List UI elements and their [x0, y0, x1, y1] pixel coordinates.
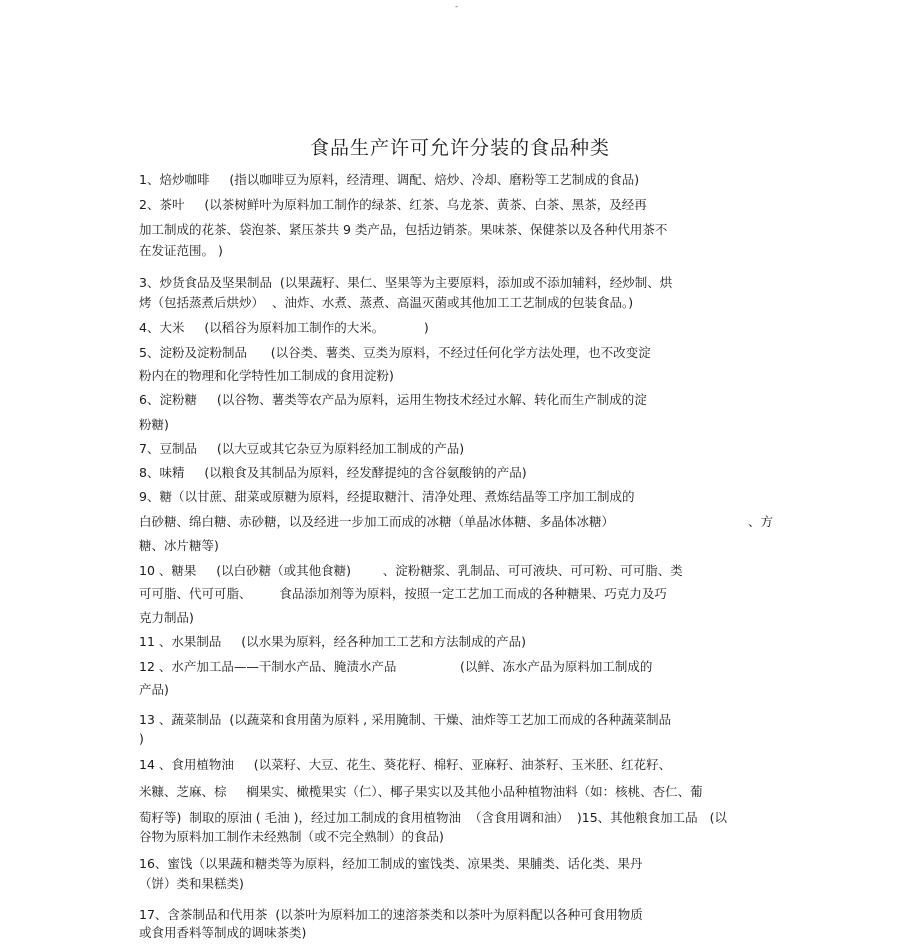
text-line: 克力制品) — [139, 610, 194, 625]
text-line: 4、大米 (以稻谷为原料加工制作的大米。 ) — [139, 320, 429, 335]
text-line: 9、糖（以甘蔗、甜菜或原糖为原料，经提取糖汁、清净处理、煮炼结晶等工序加工制成的 — [139, 489, 635, 504]
text-line: 糖、冰片糖等) — [139, 538, 219, 553]
text-line: 7、豆制品 (以大豆或其它杂豆为原料经加工制成的产品) — [139, 441, 465, 456]
text-line: 12 、水产加工品——干制水产品、腌渍水产品 (以鲜、冻水产品为原料加工制成的 — [139, 659, 653, 674]
text-line: 可可脂、代可可脂、 食品添加剂等为原料，按照一定工艺加工而成的各种糖果、巧克力及巧 — [139, 586, 667, 601]
text-line: 3、炒货食品及坚果制品 (以果蔬籽、果仁、坚果等为主要原料，添加或不添加辅料，经炒制、烘 — [139, 275, 673, 290]
document-title: 食品生产许可允许分装的食品种类 — [309, 137, 610, 159]
text-line: 或食用香料等制成的调味茶类) — [139, 925, 307, 940]
text-line: 白砂糖、绵白糖、赤砂糖，以及经进一步加工而成的冰糖（单晶冰体糖、多晶体冰糖） — [139, 514, 615, 529]
text-line: ) — [139, 731, 144, 746]
text-line: 8、味精 (以粮食及其制品为原料，经发酵提纯的含谷氨酸钠的产品) — [139, 465, 527, 480]
text-line: 米糠、芝麻、棕 榈果实、橄榄果实（仁）、椰子果实以及其他小品种植物油料（如：核桃、杏仁、葡 — [139, 784, 703, 799]
text-line: 6、淀粉糖 (以谷物、薯类等农产品为原料，运用生物技术经过水解、转化而生产制成的淀 — [139, 392, 647, 407]
text-line: （饼）类和果糕类) — [139, 876, 244, 891]
text-line: 烤（包括蒸煮后烘炒） 、油炸、水煮、蒸煮、高温灭菌或其他加工工艺制成的包装食品。) — [139, 295, 634, 310]
text-line: 谷物为原料加工制作未经熟制（或不完全熟制）的食品) — [139, 829, 444, 844]
text-line: 10 、糖果 (以白砂糖（或其他食糖) 、淀粉糖浆、乳制品、可可液块、可可粉、可可脂、类 — [139, 563, 683, 578]
text-line: 1、焙炒咖啡 (指以咖啡豆为原料，经清理、调配、焙炒、冷却、磨粉等工艺制成的食品) — [139, 172, 640, 187]
text-line: 13 、蔬菜制品 (以蔬菜和食用菌为原料 , 采用腌制、干燥、油炸等工艺加工而成的各种蔬菜制品 — [139, 712, 672, 727]
text-line: 5、淀粉及淀粉制品 (以谷类、薯类、豆类为原料，不经过任何化学方法处理，也不改变淀 — [139, 345, 651, 360]
header-mark: - — [455, 2, 459, 12]
text-line: 16、蜜饯（以果蔬和糖类等为原料，经加工制成的蜜饯类、凉果类、果脯类、话化类、果丹 — [139, 856, 643, 871]
text-line: 粉糖) — [139, 417, 169, 432]
text-line: 11 、水果制品 (以水果为原料，经各种加工工艺和方法制成的产品) — [139, 634, 527, 649]
text-line: 17、含茶制品和代用茶 (以茶叶为原料加工的速溶茶类和以茶叶为原料配以各种可食用物质 — [139, 907, 643, 922]
text-line: 、方 — [748, 514, 774, 529]
text-line: 粉内在的物理和化学特性加工制成的食用淀粉) — [139, 368, 394, 383]
text-line: 加工制成的花茶、袋泡茶、紧压茶共 9 类产品，包括边销茶。果味茶、保健茶以及各种代用茶不 — [139, 222, 668, 237]
text-line: 14 、食用植物油 (以菜籽、大豆、花生、葵花籽、棉籽、亚麻籽、油茶籽、玉米胚、红花籽、 — [139, 757, 672, 772]
text-line: 2、茶叶 (以茶树鲜叶为原料加工制作的绿茶、红茶、乌龙茶、黄茶、白茶、黑茶，及经再 — [139, 197, 647, 212]
text-line: 萄籽等) 制取的原油 ( 毛油 )，经过加工制成的食用植物油 （含食用调和油） )15、其他粮食加工品 (以 — [139, 810, 727, 825]
text-line: 产品) — [139, 682, 169, 697]
text-line: 在发证范围。 ) — [139, 243, 223, 258]
